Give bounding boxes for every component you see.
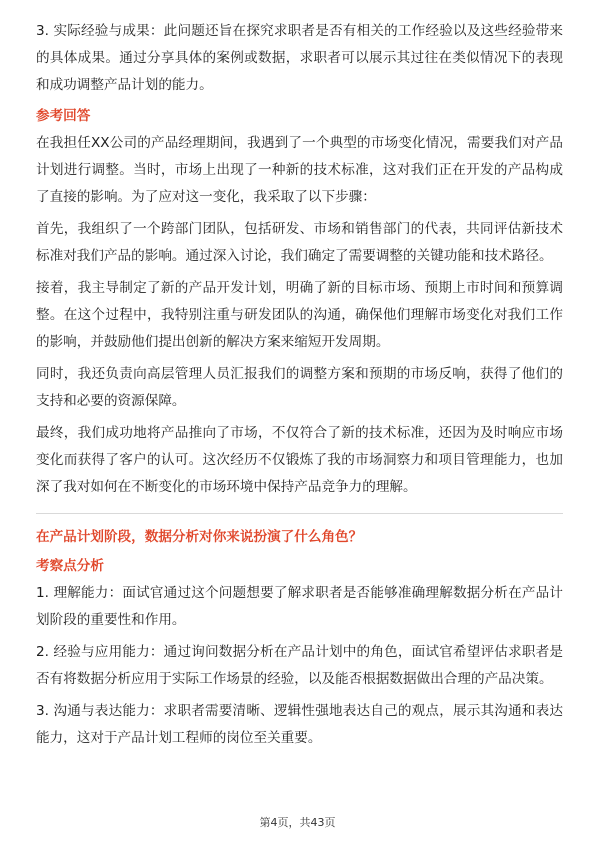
- answer-paragraph-3: 接着，我主导制定了新的产品开发计划，明确了新的目标市场、预期上市时间和预算调整。在这个过程中，我特别注重与研发团队的沟通，确保他们理解市场变化对我们工作的影响，并鼓励他们提出创新的解决方案来缩短开发周期。: [36, 280, 563, 350]
- answer-paragraph-2: 首先，我组织了一个跨部门团队，包括研发、市场和销售部门的代表，共同评估新技术标准对我们产品的影响。通过深入讨论，我们确定了需要调整的关键功能和技术路径。: [36, 221, 563, 264]
- answer-paragraph-5: 最终，我们成功地将产品推向了市场，不仅符合了新的技术标准，还因为及时响应市场变化而获得了客户的认可。这次经历不仅锻炼了我的市场洞察力和项目管理能力，也加深了我对如何在不断变化的市场环境中保持产品竞争力的理解。: [36, 425, 563, 495]
- analysis-item-1: 1. 理解能力：面试官通过这个问题想要了解求职者是否能够准确理解数据分析在产品计划阶段的重要性和作用。: [36, 585, 563, 628]
- interview-question-title: 在产品计划阶段，数据分析对你来说扮演了什么角色？: [36, 529, 363, 545]
- answer-paragraph-4: 同时，我还负责向高层管理人员汇报我们的调整方案和预期的市场反响，获得了他们的支持和必要的资源保障。: [36, 366, 563, 409]
- section1-item-3: 3. 实际经验与成果：此问题还旨在探究求职者是否有相关的工作经验以及这些经验带来的具体成果。通过分享具体的案例或数据，求职者可以展示其过往在类似情况下的表现和成功调整产品计划的能力。: [36, 23, 563, 93]
- answer-paragraph-1: 在我担任XX公司的产品经理期间，我遇到了一个典型的市场变化情况，需要我们对产品计划进行调整。当时，市场上出现了一种新的技术标准，这对我们正在开发的产品构成了直接的影响。为了应对这一变化，我采取了以下步骤：: [36, 135, 563, 205]
- analysis-points-label: 考察点分析: [36, 558, 104, 574]
- page-number-footer: 第4页，共43页: [259, 816, 336, 829]
- analysis-item-3: 3. 沟通与表达能力：求职者需要清晰、逻辑性强地表达自己的观点，展示其沟通和表达能力，这对于产品计划工程师的岗位至关重要。: [36, 703, 563, 746]
- reference-answer-label: 参考回答: [36, 108, 91, 124]
- section-divider: [36, 513, 563, 514]
- document-page: [36, 18, 563, 757]
- analysis-item-2: 2. 经验与应用能力：通过询问数据分析在产品计划中的角色，面试官希望评估求职者是否有将数据分析应用于实际工作场景的经验，以及能否根据数据做出合理的产品决策。: [36, 644, 563, 687]
